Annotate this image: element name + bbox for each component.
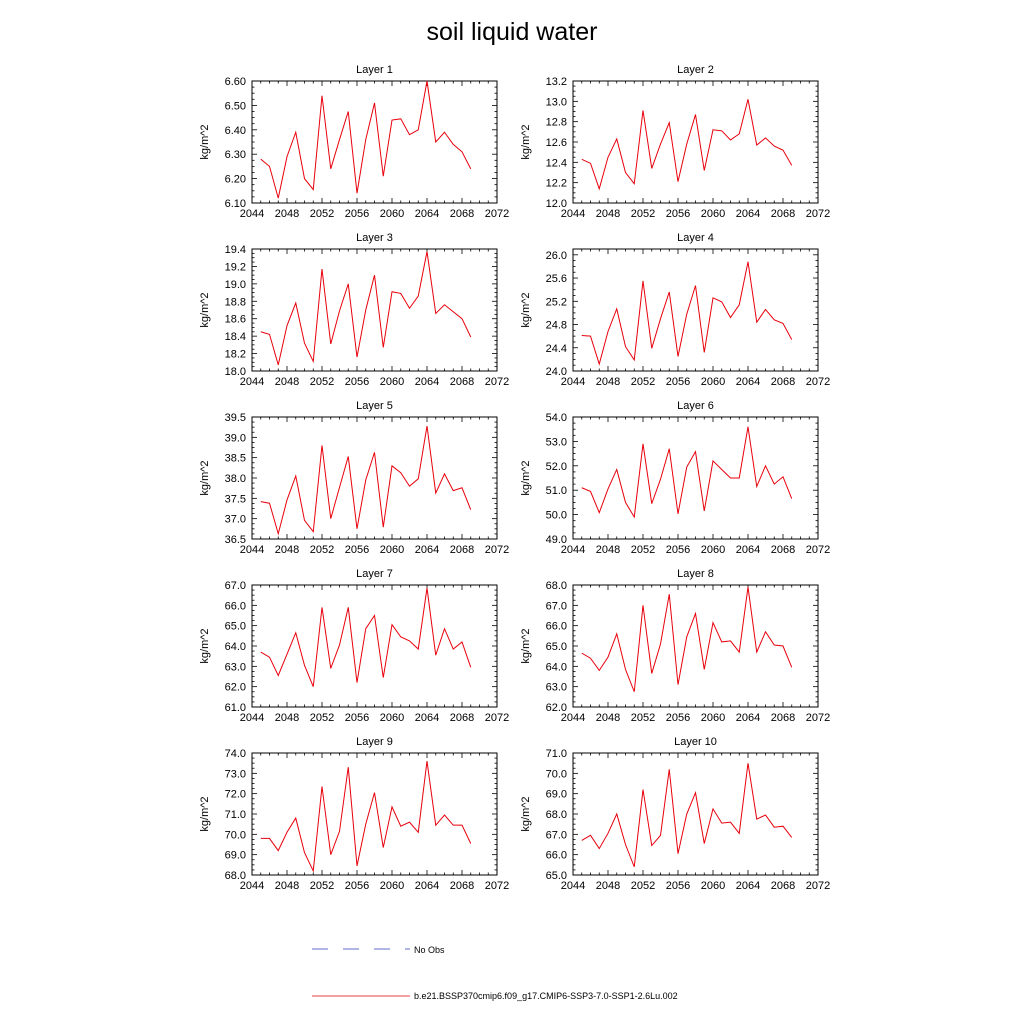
x-tick-label: 2072 — [484, 376, 510, 388]
plot-frame — [573, 249, 818, 371]
y-tick-label: 25.6 — [545, 273, 567, 286]
chart-panel — [520, 736, 830, 892]
y-axis-label: kg/m^2 — [520, 796, 532, 832]
x-tick-label: 2052 — [309, 544, 335, 556]
x-tick-label: 2048 — [595, 208, 621, 220]
y-tick-label: 19.4 — [224, 244, 246, 256]
x-tick-label: 2056 — [665, 376, 691, 388]
y-tick-label: 13.2 — [545, 76, 567, 88]
series-line — [582, 262, 792, 364]
x-tick-label: 2056 — [665, 544, 691, 556]
y-tick-label: 39.5 — [224, 412, 246, 424]
panel-title: Layer 6 — [677, 400, 714, 412]
x-tick-label: 2068 — [449, 880, 475, 892]
y-tick-label: 25.2 — [545, 296, 567, 309]
y-tick-label: 73.0 — [224, 768, 246, 781]
y-tick-label: 66.0 — [545, 620, 567, 633]
x-tick-label: 2064 — [735, 208, 761, 220]
x-tick-label: 2056 — [344, 712, 370, 724]
y-tick-label: 67.0 — [545, 829, 567, 842]
y-tick-label: 13.0 — [545, 96, 567, 109]
y-tick-label: 6.60 — [224, 76, 246, 88]
plot-frame — [252, 753, 497, 875]
y-tick-label: 64.0 — [224, 641, 246, 653]
x-tick-label: 2052 — [309, 376, 335, 388]
panel-title: Layer 10 — [674, 736, 717, 748]
x-tick-label: 2072 — [484, 544, 510, 556]
panel-title: Layer 3 — [356, 232, 393, 244]
panel-title: Layer 7 — [356, 568, 393, 580]
panels — [199, 64, 830, 892]
y-tick-label: 65.0 — [224, 620, 246, 633]
x-tick-label: 2048 — [595, 544, 621, 556]
y-tick-label: 18.8 — [224, 296, 246, 309]
x-tick-label: 2052 — [309, 712, 335, 724]
y-axis-label: kg/m^2 — [199, 796, 211, 832]
y-tick-label: 63.0 — [545, 681, 567, 694]
x-tick-label: 2068 — [449, 544, 475, 556]
y-tick-label: 74.0 — [224, 748, 246, 760]
y-tick-label: 70.0 — [224, 829, 246, 842]
y-tick-label: 19.2 — [224, 261, 246, 274]
x-tick-label: 2060 — [700, 712, 726, 724]
chart-panel — [199, 568, 509, 724]
chart-panel — [520, 232, 830, 388]
panel-title: Layer 4 — [677, 232, 714, 244]
y-tick-label: 39.0 — [224, 432, 246, 445]
y-tick-label: 6.30 — [224, 149, 246, 162]
series-line — [261, 761, 471, 871]
y-tick-label: 61.0 — [224, 702, 246, 714]
x-tick-label: 2056 — [665, 880, 691, 892]
y-axis-label: kg/m^2 — [199, 124, 211, 160]
x-tick-label: 2060 — [379, 712, 405, 724]
y-tick-label: 63.0 — [224, 661, 246, 674]
y-axis-label: kg/m^2 — [199, 628, 211, 664]
y-tick-label: 18.6 — [224, 313, 246, 326]
plot-frame — [252, 81, 497, 203]
y-tick-label: 6.20 — [224, 173, 246, 186]
y-axis-label: kg/m^2 — [199, 460, 211, 496]
y-tick-label: 54.0 — [545, 412, 567, 424]
y-tick-label: 18.4 — [224, 331, 246, 344]
x-tick-label: 2056 — [665, 208, 691, 220]
x-tick-label: 2048 — [595, 712, 621, 724]
y-tick-label: 38.0 — [224, 473, 246, 485]
x-tick-label: 2056 — [344, 544, 370, 556]
x-tick-label: 2068 — [770, 712, 796, 724]
y-tick-label: 65.0 — [545, 641, 567, 653]
x-tick-label: 2068 — [449, 208, 475, 220]
x-tick-label: 2072 — [484, 208, 510, 220]
y-tick-label: 65.0 — [545, 870, 567, 882]
panel-title: Layer 5 — [356, 400, 393, 412]
y-tick-label: 71.0 — [545, 748, 567, 760]
y-axis-label: kg/m^2 — [520, 124, 532, 160]
panel-title: Layer 1 — [356, 64, 393, 76]
y-tick-label: 6.40 — [224, 124, 246, 137]
x-tick-label: 2072 — [805, 880, 831, 892]
series-line — [582, 763, 792, 867]
chart-panel — [520, 64, 830, 220]
y-tick-label: 12.0 — [545, 198, 567, 210]
x-tick-label: 2060 — [700, 544, 726, 556]
x-tick-label: 2068 — [449, 712, 475, 724]
y-tick-label: 66.0 — [545, 849, 567, 862]
x-tick-label: 2068 — [770, 544, 796, 556]
plot-frame — [573, 81, 818, 203]
panel-title: Layer 2 — [677, 64, 714, 76]
x-tick-label: 2072 — [484, 712, 510, 724]
series-line — [261, 426, 471, 534]
y-tick-label: 69.0 — [545, 788, 567, 801]
y-tick-label: 18.0 — [224, 366, 246, 378]
y-tick-label: 12.8 — [545, 116, 567, 129]
y-axis-label: kg/m^2 — [199, 292, 211, 328]
y-tick-label: 66.0 — [224, 600, 246, 613]
y-tick-label: 62.0 — [224, 681, 246, 694]
x-tick-label: 2064 — [414, 544, 440, 556]
x-tick-label: 2064 — [735, 712, 761, 724]
y-tick-label: 26.0 — [545, 249, 567, 262]
y-tick-label: 37.0 — [224, 513, 246, 526]
x-tick-label: 2044 — [239, 544, 265, 556]
x-tick-label: 2064 — [735, 880, 761, 892]
x-tick-label: 2048 — [274, 712, 300, 724]
y-tick-label: 53.0 — [545, 436, 567, 449]
y-tick-label: 6.10 — [224, 198, 246, 210]
y-tick-label: 19.0 — [224, 278, 246, 291]
x-tick-label: 2068 — [449, 376, 475, 388]
x-tick-label: 2048 — [274, 880, 300, 892]
x-tick-label: 2052 — [309, 880, 335, 892]
x-tick-label: 2044 — [239, 376, 265, 388]
x-tick-label: 2048 — [274, 376, 300, 388]
x-tick-label: 2052 — [630, 208, 656, 220]
y-tick-label: 62.0 — [545, 702, 567, 714]
y-tick-label: 24.8 — [545, 319, 567, 332]
x-tick-label: 2060 — [700, 376, 726, 388]
series-line — [261, 252, 471, 365]
x-tick-label: 2052 — [630, 880, 656, 892]
x-tick-label: 2044 — [560, 544, 586, 556]
x-tick-label: 2044 — [239, 208, 265, 220]
x-tick-label: 2044 — [239, 880, 265, 892]
legend — [312, 945, 678, 1001]
x-tick-label: 2048 — [595, 376, 621, 388]
y-tick-label: 67.0 — [545, 600, 567, 613]
x-tick-label: 2052 — [630, 712, 656, 724]
y-axis-label: kg/m^2 — [520, 628, 532, 664]
y-tick-label: 69.0 — [224, 849, 246, 862]
x-tick-label: 2048 — [595, 880, 621, 892]
x-tick-label: 2072 — [805, 544, 831, 556]
y-tick-label: 38.5 — [224, 452, 246, 465]
legend-obs-label: No Obs — [414, 945, 445, 955]
figure-title: soil liquid water — [426, 18, 598, 46]
y-tick-label: 68.0 — [224, 870, 246, 882]
x-tick-label: 2060 — [379, 880, 405, 892]
y-axis-label: kg/m^2 — [520, 292, 532, 328]
chart-panel — [199, 64, 509, 220]
y-tick-label: 51.0 — [545, 485, 567, 498]
series-line — [582, 427, 792, 517]
x-tick-label: 2052 — [630, 376, 656, 388]
x-tick-label: 2060 — [379, 544, 405, 556]
y-tick-label: 71.0 — [224, 809, 246, 821]
chart-panel — [199, 400, 509, 556]
series-line — [582, 99, 792, 188]
plot-frame — [252, 585, 497, 707]
x-tick-label: 2060 — [379, 376, 405, 388]
y-tick-label: 12.4 — [545, 157, 567, 170]
y-tick-label: 49.0 — [545, 534, 567, 546]
y-tick-label: 68.0 — [545, 580, 567, 592]
x-tick-label: 2068 — [770, 880, 796, 892]
x-tick-label: 2048 — [274, 208, 300, 220]
series-line — [261, 81, 471, 198]
x-tick-label: 2056 — [344, 376, 370, 388]
x-tick-label: 2068 — [770, 208, 796, 220]
x-tick-label: 2072 — [805, 712, 831, 724]
chart-panel — [199, 232, 509, 388]
x-tick-label: 2044 — [560, 376, 586, 388]
x-tick-label: 2064 — [735, 376, 761, 388]
x-tick-label: 2060 — [700, 880, 726, 892]
panel-title: Layer 9 — [356, 736, 393, 748]
plot-frame — [252, 417, 497, 539]
y-tick-label: 36.5 — [224, 534, 246, 546]
y-tick-label: 50.0 — [545, 509, 567, 522]
x-tick-label: 2064 — [414, 712, 440, 724]
y-tick-label: 70.0 — [545, 768, 567, 781]
chart-panel — [199, 736, 509, 892]
y-tick-label: 18.2 — [224, 348, 246, 361]
x-tick-label: 2064 — [735, 544, 761, 556]
y-tick-label: 68.0 — [545, 809, 567, 821]
chart-panel — [520, 400, 830, 556]
series-line — [582, 587, 792, 692]
y-tick-label: 6.50 — [224, 100, 246, 113]
x-tick-label: 2056 — [344, 208, 370, 220]
plot-frame — [252, 249, 497, 371]
x-tick-label: 2072 — [484, 880, 510, 892]
x-tick-label: 2072 — [805, 208, 831, 220]
y-tick-label: 64.0 — [545, 661, 567, 674]
plot-frame — [573, 753, 818, 875]
x-tick-label: 2064 — [414, 208, 440, 220]
y-tick-label: 12.2 — [545, 177, 567, 190]
panel-title: Layer 8 — [677, 568, 714, 580]
x-tick-label: 2056 — [665, 712, 691, 724]
y-tick-label: 12.6 — [545, 137, 567, 149]
y-tick-label: 24.0 — [545, 366, 567, 378]
x-tick-label: 2044 — [239, 712, 265, 724]
x-tick-label: 2072 — [805, 376, 831, 388]
x-tick-label: 2052 — [630, 544, 656, 556]
chart-panel — [520, 568, 830, 724]
x-tick-label: 2044 — [560, 712, 586, 724]
x-tick-label: 2064 — [414, 376, 440, 388]
legend-model-label: b.e21.BSSP370cmip6.f09_g17.CMIP6-SSP3-7.0-SSP1-2.6Lu.002 — [414, 991, 678, 1001]
x-tick-label: 2068 — [770, 376, 796, 388]
x-tick-label: 2048 — [274, 544, 300, 556]
y-axis-label: kg/m^2 — [520, 460, 532, 496]
x-tick-label: 2064 — [414, 880, 440, 892]
x-tick-label: 2044 — [560, 880, 586, 892]
y-tick-label: 37.5 — [224, 493, 246, 506]
y-tick-label: 24.4 — [545, 342, 567, 355]
x-tick-label: 2060 — [700, 208, 726, 220]
series-line — [261, 588, 471, 687]
x-tick-label: 2044 — [560, 208, 586, 220]
y-tick-label: 67.0 — [224, 580, 246, 592]
x-tick-label: 2056 — [344, 880, 370, 892]
x-tick-label: 2052 — [309, 208, 335, 220]
y-tick-label: 52.0 — [545, 460, 567, 473]
x-tick-label: 2060 — [379, 208, 405, 220]
y-tick-label: 72.0 — [224, 788, 246, 801]
